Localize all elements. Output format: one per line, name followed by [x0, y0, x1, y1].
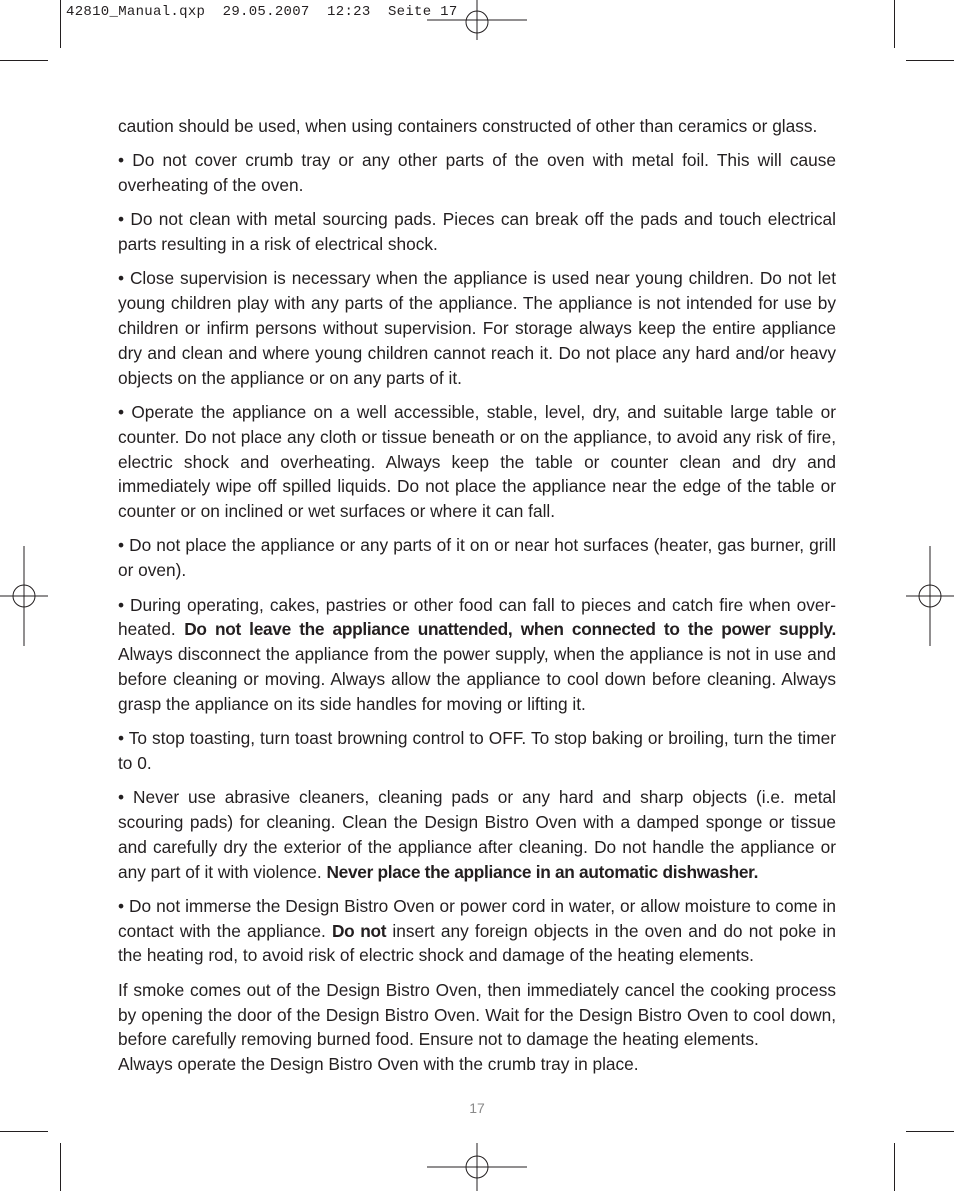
crop-mark-top-left-vertical: [60, 0, 61, 48]
crop-mark-top-left-horizontal: [0, 60, 48, 61]
paragraph-metal-pads: • Do not clean with metal sourcing pads. Pieces can break off the pads and touch electrical parts resulting in a risk of electrical shock.: [118, 209, 836, 255]
paragraph-hot-surfaces: • Do not place the appliance or any parts of it on or near hot surfaces (heater, gas burner, grill or oven).: [118, 535, 836, 581]
crop-mark-top-right-vertical: [894, 0, 895, 48]
paragraph-crumb-tray: Always operate the Design Bistro Oven with the crumb tray in place.: [118, 1054, 639, 1075]
bold-warning-do-not: Do not: [331, 920, 387, 941]
bold-warning-unattended: Do not leave the appliance unattended, when connected to the power supply.: [184, 619, 836, 640]
crop-mark-bottom-right-vertical: [894, 1143, 895, 1191]
paragraph-cleaning: • Never use abrasive cleaners, cleaning pads or any hard and sharp objects (i.e. metal scouring pads) for cleaning. Clean the Design Bistro Oven with a damped sponge or tissue and carefully dry the exterior of the appliance after cleaning. Do not handle the appliance or any part of it with violence. Never place the appliance in an automatic dishwasher.: [118, 787, 836, 882]
registration-mark-right: [906, 546, 954, 646]
registration-mark-left: [0, 546, 48, 646]
crop-mark-bottom-left-vertical: [60, 1143, 61, 1191]
paragraph-metal-foil: • Do not cover crumb tray or any other parts of the oven with metal foil. This will cause overheating of the oven.: [118, 150, 836, 196]
manual-body-text: [118, 114, 836, 1077]
registration-mark-bottom: [427, 1143, 527, 1191]
bold-warning-dishwasher: Never place the appliance in an automatic dishwasher.: [326, 861, 759, 882]
print-slug: 42810_Manual.qxp 29.05.2007 12:23 Seite 17: [66, 4, 458, 20]
paragraph-supervision: • Close supervision is necessary when the appliance is used near young children. Do not let young children play with any parts of the appliance. The appliance is not intended for use by children or infirm persons without supervision. For storage always keep the entire appliance dry and clean and where young children cannot reach it. Do not place any hard and/or heavy objects on the appliance or on any parts of it.: [118, 268, 836, 388]
registration-mark-top: [427, 0, 527, 40]
crop-mark-top-right-horizontal: [906, 60, 954, 61]
paragraph-stop-toasting: • To stop toasting, turn toast browning control to OFF. To stop baking or broiling, turn the timer to 0.: [118, 728, 836, 773]
paragraph-fire-risk: • During operating, cakes, pastries or other food can fall to pieces and catch fire when over-heated. Do not leave the appliance unattended, when connected to the power supply. Always disconnect the appliance from the power supply, when the appliance is not in use and before cleaning or moving. Always allow the appliance to cool down before cleaning. Always grasp the appliance on its side handles for moving or lifting it.: [118, 594, 836, 714]
paragraph-smoke: If smoke comes out of the Design Bistro Oven, then immediately cancel the cooking process by opening the door of the Design Bistro Oven. Wait for the Design Bistro Oven to cool down, before carefully removing burned food. Ensure not to damage the heating elements.: [118, 979, 836, 1050]
page-number: 17: [469, 1100, 485, 1116]
paragraph-placement: • Operate the appliance on a well accessible, stable, level, dry, and suitable large table or counter. Do not place any cloth or tissue beneath or on the appliance, to avoid any risk of fire, electric shock and overheating. Always keep the table or counter clean and dry and immediately wipe off spilled liquids. Do not place the appliance near the edge of the table or counter or on inclined or wet surfaces or where it can fall.: [118, 401, 836, 522]
paragraph-containers-caution: caution should be used, when using containers constructed of other than ceramics or glass.: [118, 116, 818, 136]
crop-mark-bottom-right-horizontal: [906, 1131, 954, 1132]
crop-mark-bottom-left-horizontal: [0, 1131, 48, 1132]
paragraph-immersion: • Do not immerse the Design Bistro Oven or power cord in water, or allow moisture to come in contact with the appliance. Do not insert any foreign objects in the oven and do not poke in the heating rod, to avoid risk of electric shock and damage of the heating elements.: [118, 895, 837, 966]
